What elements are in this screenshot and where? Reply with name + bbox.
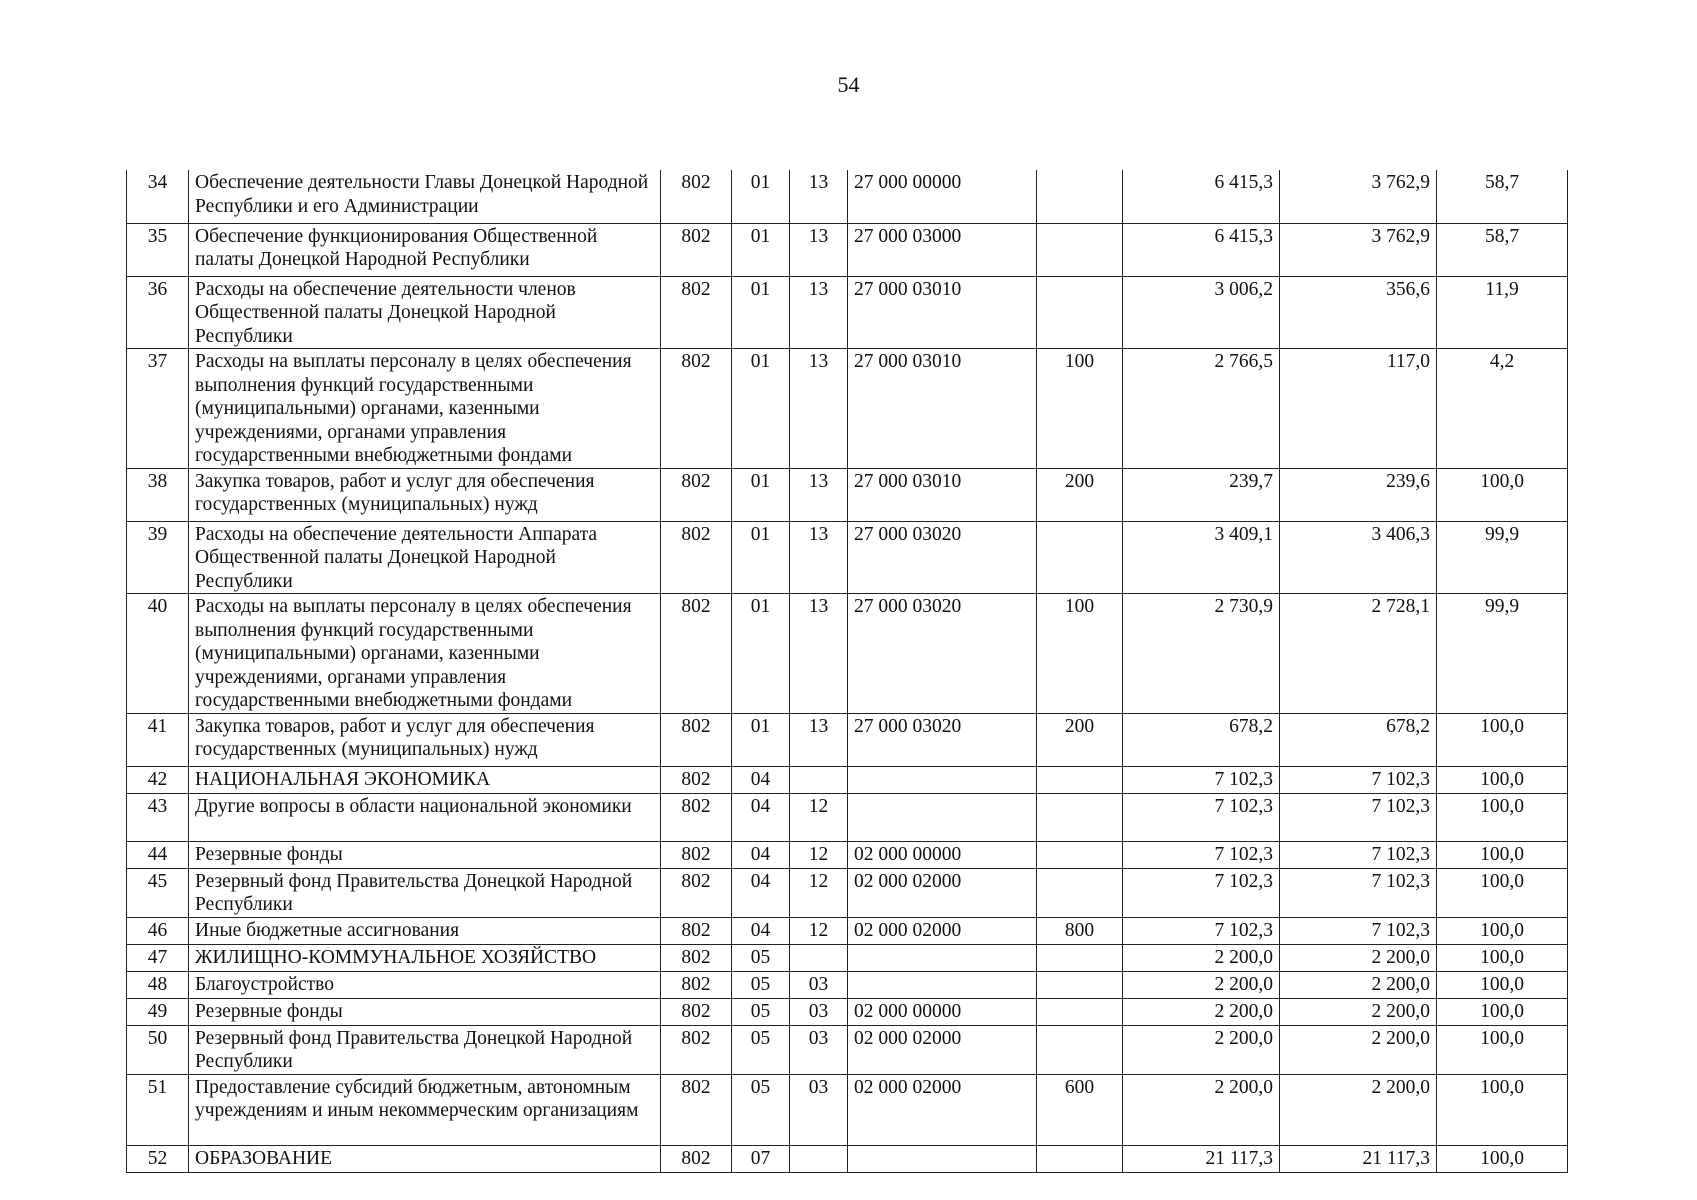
- row-actual-amount: 678,2: [1280, 713, 1437, 766]
- table-row: [127, 713, 1568, 766]
- row-grbs-code: 802: [661, 521, 732, 594]
- table-row: [127, 276, 1568, 349]
- row-percent-executed: 99,9: [1437, 594, 1568, 714]
- row-target-article: 02 000 02000: [848, 1025, 1037, 1074]
- row-name: НАЦИОНАЛЬНАЯ ЭКОНОМИКА: [189, 766, 661, 793]
- table-row: [127, 766, 1568, 793]
- row-number: 50: [127, 1025, 189, 1074]
- row-subsection-code: 13: [790, 713, 848, 766]
- table-row: [127, 349, 1568, 469]
- row-section-code: 01: [732, 468, 790, 521]
- row-grbs-code: 802: [661, 998, 732, 1025]
- row-expense-type: [1037, 170, 1123, 223]
- row-actual-amount: 356,6: [1280, 276, 1437, 349]
- row-section-code: 01: [732, 170, 790, 223]
- row-expense-type: 100: [1037, 594, 1123, 714]
- row-percent-executed: 100,0: [1437, 868, 1568, 917]
- row-grbs-code: 802: [661, 841, 732, 868]
- row-section-code: 04: [732, 766, 790, 793]
- table-row: [127, 1145, 1568, 1172]
- row-number: 46: [127, 917, 189, 944]
- row-number: 47: [127, 944, 189, 971]
- row-grbs-code: 802: [661, 917, 732, 944]
- row-subsection-code: [790, 766, 848, 793]
- table-row: [127, 868, 1568, 917]
- row-subsection-code: 03: [790, 971, 848, 998]
- row-number: 51: [127, 1074, 189, 1145]
- row-number: 38: [127, 468, 189, 521]
- row-target-article: [848, 971, 1037, 998]
- row-expense-type: 200: [1037, 713, 1123, 766]
- row-grbs-code: 802: [661, 944, 732, 971]
- row-name: Предоставление субсидий бюджетным, автономным учреждениям и иным некоммерческим организациям: [189, 1074, 661, 1145]
- row-expense-type: 800: [1037, 917, 1123, 944]
- table-row: [127, 944, 1568, 971]
- row-number: 42: [127, 766, 189, 793]
- row-planned-amount: 2 730,9: [1123, 594, 1280, 714]
- row-actual-amount: 2 200,0: [1280, 971, 1437, 998]
- row-name: Расходы на обеспечение деятельности членов Общественной палаты Донецкой Народной Республики: [189, 276, 661, 349]
- row-percent-executed: 11,9: [1437, 276, 1568, 349]
- row-expense-type: [1037, 223, 1123, 276]
- row-subsection-code: 13: [790, 276, 848, 349]
- row-subsection-code: 03: [790, 1025, 848, 1074]
- row-subsection-code: 13: [790, 223, 848, 276]
- row-percent-executed: 100,0: [1437, 468, 1568, 521]
- row-number: 35: [127, 223, 189, 276]
- row-actual-amount: 7 102,3: [1280, 793, 1437, 841]
- row-section-code: 01: [732, 521, 790, 594]
- row-number: 36: [127, 276, 189, 349]
- table-row: [127, 917, 1568, 944]
- table-row: [127, 223, 1568, 276]
- row-grbs-code: 802: [661, 349, 732, 469]
- row-percent-executed: 100,0: [1437, 713, 1568, 766]
- row-target-article: 02 000 02000: [848, 868, 1037, 917]
- row-expense-type: [1037, 998, 1123, 1025]
- row-planned-amount: 2 200,0: [1123, 1025, 1280, 1074]
- row-number: 45: [127, 868, 189, 917]
- row-section-code: 04: [732, 841, 790, 868]
- budget-table-body: [127, 170, 1568, 1172]
- row-expense-type: [1037, 1025, 1123, 1074]
- row-name: Расходы на выплаты персоналу в целях обеспечения выполнения функций государственными (муниципальными) органами, казенными учреждениями, органами управления государственными внебюджетными фондами: [189, 594, 661, 714]
- table-row: [127, 521, 1568, 594]
- row-planned-amount: 2 200,0: [1123, 998, 1280, 1025]
- row-target-article: 27 000 03010: [848, 276, 1037, 349]
- row-expense-type: [1037, 793, 1123, 841]
- table-row: [127, 170, 1568, 223]
- row-name: Расходы на выплаты персоналу в целях обеспечения выполнения функций государственными (муниципальными) органами, казенными учреждениями, органами управления государственными внебюджетными фондами: [189, 349, 661, 469]
- row-grbs-code: 802: [661, 170, 732, 223]
- row-section-code: 01: [732, 223, 790, 276]
- row-expense-type: [1037, 521, 1123, 594]
- row-name: Обеспечение функционирования Общественной палаты Донецкой Народной Республики: [189, 223, 661, 276]
- row-target-article: 27 000 03020: [848, 594, 1037, 714]
- row-subsection-code: 03: [790, 1074, 848, 1145]
- row-planned-amount: 7 102,3: [1123, 917, 1280, 944]
- row-name: Расходы на обеспечение деятельности Аппарата Общественной палаты Донецкой Народной Республики: [189, 521, 661, 594]
- row-name: Обеспечение деятельности Главы Донецкой Народной Республики и его Администрации: [189, 170, 661, 223]
- row-planned-amount: 7 102,3: [1123, 841, 1280, 868]
- row-subsection-code: 12: [790, 917, 848, 944]
- row-name: Закупка товаров, работ и услуг для обеспечения государственных (муниципальных) нужд: [189, 468, 661, 521]
- row-number: 40: [127, 594, 189, 714]
- row-grbs-code: 802: [661, 468, 732, 521]
- row-subsection-code: 13: [790, 594, 848, 714]
- row-expense-type: 600: [1037, 1074, 1123, 1145]
- row-percent-executed: 100,0: [1437, 841, 1568, 868]
- row-section-code: 05: [732, 1074, 790, 1145]
- row-subsection-code: 12: [790, 841, 848, 868]
- row-subsection-code: 12: [790, 868, 848, 917]
- row-number: 49: [127, 998, 189, 1025]
- row-percent-executed: 100,0: [1437, 917, 1568, 944]
- budget-table: [126, 170, 1568, 1173]
- row-planned-amount: 7 102,3: [1123, 868, 1280, 917]
- row-name: Резервные фонды: [189, 998, 661, 1025]
- row-grbs-code: 802: [661, 793, 732, 841]
- table-row: [127, 468, 1568, 521]
- row-expense-type: [1037, 766, 1123, 793]
- row-number: 37: [127, 349, 189, 469]
- row-grbs-code: 802: [661, 971, 732, 998]
- row-section-code: 01: [732, 594, 790, 714]
- row-section-code: 05: [732, 998, 790, 1025]
- row-planned-amount: 6 415,3: [1123, 223, 1280, 276]
- row-actual-amount: 239,6: [1280, 468, 1437, 521]
- row-subsection-code: 13: [790, 170, 848, 223]
- row-section-code: 04: [732, 793, 790, 841]
- row-target-article: [848, 1145, 1037, 1172]
- row-actual-amount: 7 102,3: [1280, 841, 1437, 868]
- row-target-article: [848, 766, 1037, 793]
- row-target-article: 27 000 03000: [848, 223, 1037, 276]
- row-percent-executed: 58,7: [1437, 170, 1568, 223]
- row-percent-executed: 99,9: [1437, 521, 1568, 594]
- row-planned-amount: 2 200,0: [1123, 971, 1280, 998]
- row-target-article: 02 000 02000: [848, 917, 1037, 944]
- row-number: 48: [127, 971, 189, 998]
- row-number: 41: [127, 713, 189, 766]
- row-section-code: 04: [732, 868, 790, 917]
- row-actual-amount: 2 200,0: [1280, 944, 1437, 971]
- row-section-code: 07: [732, 1145, 790, 1172]
- row-expense-type: [1037, 1145, 1123, 1172]
- row-expense-type: [1037, 944, 1123, 971]
- row-planned-amount: 678,2: [1123, 713, 1280, 766]
- row-subsection-code: 13: [790, 349, 848, 469]
- row-actual-amount: 2 200,0: [1280, 998, 1437, 1025]
- row-percent-executed: 100,0: [1437, 1145, 1568, 1172]
- row-expense-type: [1037, 276, 1123, 349]
- row-section-code: 05: [732, 971, 790, 998]
- row-target-article: [848, 944, 1037, 971]
- row-grbs-code: 802: [661, 223, 732, 276]
- row-planned-amount: 3 006,2: [1123, 276, 1280, 349]
- row-actual-amount: 2 728,1: [1280, 594, 1437, 714]
- row-name: Резервные фонды: [189, 841, 661, 868]
- page-number: 54: [837, 72, 860, 97]
- row-grbs-code: 802: [661, 713, 732, 766]
- row-subsection-code: 13: [790, 521, 848, 594]
- row-expense-type: [1037, 971, 1123, 998]
- row-planned-amount: 7 102,3: [1123, 766, 1280, 793]
- table-row: [127, 841, 1568, 868]
- row-subsection-code: 03: [790, 998, 848, 1025]
- row-planned-amount: 2 200,0: [1123, 944, 1280, 971]
- row-actual-amount: 117,0: [1280, 349, 1437, 469]
- row-actual-amount: 3 406,3: [1280, 521, 1437, 594]
- table-row: [127, 971, 1568, 998]
- row-planned-amount: 3 409,1: [1123, 521, 1280, 594]
- row-grbs-code: 802: [661, 868, 732, 917]
- row-section-code: 04: [732, 917, 790, 944]
- row-actual-amount: 7 102,3: [1280, 766, 1437, 793]
- row-number: 39: [127, 521, 189, 594]
- row-grbs-code: 802: [661, 1145, 732, 1172]
- row-name: Закупка товаров, работ и услуг для обеспечения государственных (муниципальных) нужд: [189, 713, 661, 766]
- row-percent-executed: 100,0: [1437, 793, 1568, 841]
- row-percent-executed: 100,0: [1437, 944, 1568, 971]
- row-subsection-code: [790, 944, 848, 971]
- row-target-article: 27 000 03010: [848, 468, 1037, 521]
- row-number: 44: [127, 841, 189, 868]
- row-actual-amount: 21 117,3: [1280, 1145, 1437, 1172]
- row-expense-type: 200: [1037, 468, 1123, 521]
- row-target-article: 27 000 00000: [848, 170, 1037, 223]
- row-number: 43: [127, 793, 189, 841]
- row-percent-executed: 100,0: [1437, 766, 1568, 793]
- row-name: Резервный фонд Правительства Донецкой Народной Республики: [189, 1025, 661, 1074]
- row-planned-amount: 7 102,3: [1123, 793, 1280, 841]
- row-grbs-code: 802: [661, 276, 732, 349]
- row-section-code: 01: [732, 349, 790, 469]
- row-percent-executed: 100,0: [1437, 1074, 1568, 1145]
- row-section-code: 05: [732, 1025, 790, 1074]
- row-subsection-code: 12: [790, 793, 848, 841]
- row-percent-executed: 100,0: [1437, 1025, 1568, 1074]
- row-name: Иные бюджетные ассигнования: [189, 917, 661, 944]
- row-actual-amount: 7 102,3: [1280, 868, 1437, 917]
- row-grbs-code: 802: [661, 1025, 732, 1074]
- row-target-article: 27 000 03020: [848, 521, 1037, 594]
- row-actual-amount: 3 762,9: [1280, 223, 1437, 276]
- table-row: [127, 998, 1568, 1025]
- row-subsection-code: [790, 1145, 848, 1172]
- row-planned-amount: 21 117,3: [1123, 1145, 1280, 1172]
- table-row: [127, 1025, 1568, 1074]
- table-row: [127, 793, 1568, 841]
- table-row: [127, 1074, 1568, 1145]
- row-target-article: 02 000 00000: [848, 841, 1037, 868]
- row-planned-amount: 2 200,0: [1123, 1074, 1280, 1145]
- row-percent-executed: 100,0: [1437, 971, 1568, 998]
- row-subsection-code: 13: [790, 468, 848, 521]
- row-target-article: [848, 793, 1037, 841]
- row-expense-type: [1037, 841, 1123, 868]
- row-target-article: 02 000 02000: [848, 1074, 1037, 1145]
- row-name: Благоустройство: [189, 971, 661, 998]
- row-number: 52: [127, 1145, 189, 1172]
- row-percent-executed: 100,0: [1437, 998, 1568, 1025]
- row-name: ЖИЛИЩНО-КОММУНАЛЬНОЕ ХОЗЯЙСТВО: [189, 944, 661, 971]
- row-expense-type: [1037, 868, 1123, 917]
- row-percent-executed: 58,7: [1437, 223, 1568, 276]
- row-section-code: 01: [732, 713, 790, 766]
- row-section-code: 05: [732, 944, 790, 971]
- row-grbs-code: 802: [661, 594, 732, 714]
- row-planned-amount: 6 415,3: [1123, 170, 1280, 223]
- row-expense-type: 100: [1037, 349, 1123, 469]
- row-name: Другие вопросы в области национальной экономики: [189, 793, 661, 841]
- row-actual-amount: 7 102,3: [1280, 917, 1437, 944]
- row-name: Резервный фонд Правительства Донецкой Народной Республики: [189, 868, 661, 917]
- row-actual-amount: 3 762,9: [1280, 170, 1437, 223]
- row-target-article: 27 000 03010: [848, 349, 1037, 469]
- row-target-article: 02 000 00000: [848, 998, 1037, 1025]
- row-section-code: 01: [732, 276, 790, 349]
- row-grbs-code: 802: [661, 1074, 732, 1145]
- row-name: ОБРАЗОВАНИЕ: [189, 1145, 661, 1172]
- row-number: 34: [127, 170, 189, 223]
- row-percent-executed: 4,2: [1437, 349, 1568, 469]
- row-actual-amount: 2 200,0: [1280, 1025, 1437, 1074]
- table-row: [127, 594, 1568, 714]
- row-target-article: 27 000 03020: [848, 713, 1037, 766]
- row-planned-amount: 239,7: [1123, 468, 1280, 521]
- row-planned-amount: 2 766,5: [1123, 349, 1280, 469]
- row-actual-amount: 2 200,0: [1280, 1074, 1437, 1145]
- row-grbs-code: 802: [661, 766, 732, 793]
